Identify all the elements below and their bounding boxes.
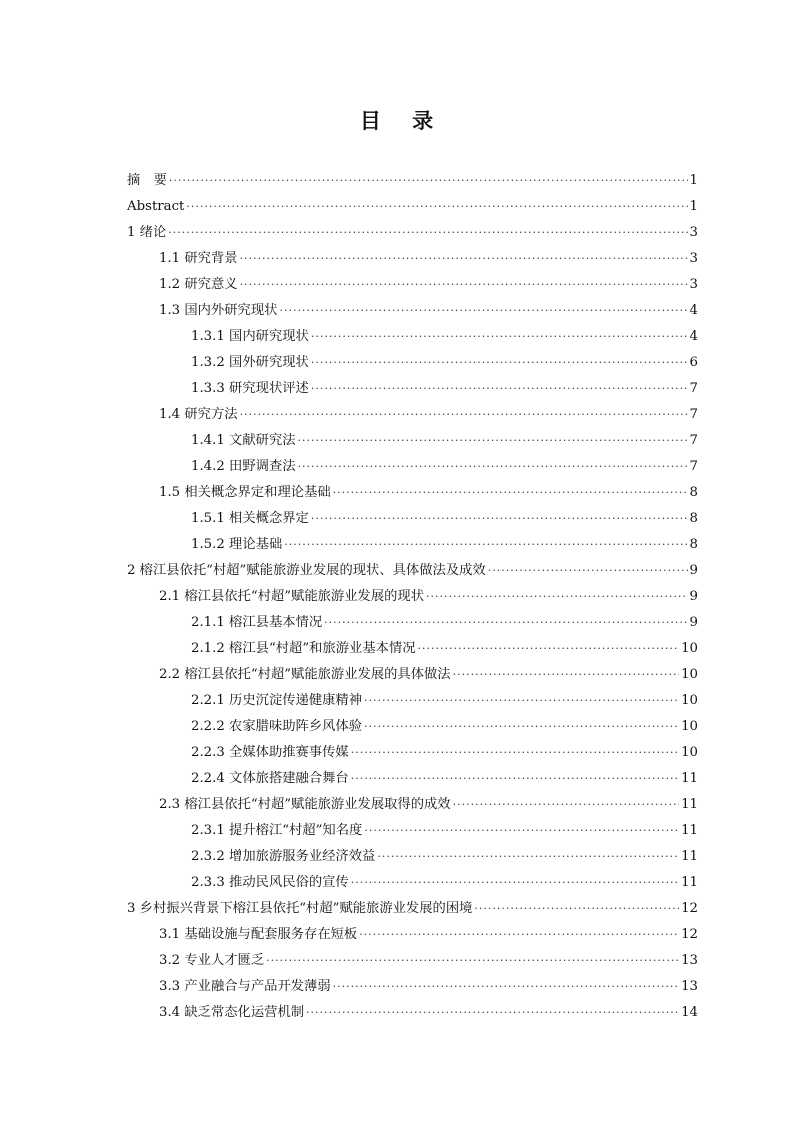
toc-dot-leader [240, 246, 688, 272]
toc-entry-page: 3 [689, 277, 698, 292]
page-title: 目 录 [359, 109, 446, 133]
table-of-contents [127, 168, 698, 1026]
toc-entry-page: 10 [681, 667, 698, 682]
toc-entry-label: 3.2 专业人才匮乏 [159, 953, 265, 968]
toc-entry-label: 2.2.4 文体旅搭建融合舞台 [191, 771, 349, 786]
toc-dot-leader [488, 558, 688, 584]
toc-dot-leader [284, 532, 687, 558]
toc-entry-label: 2.3.3 推动民风民俗的宣传 [191, 875, 349, 890]
toc-entry-page: 4 [689, 303, 698, 318]
toc-entry[interactable] [127, 714, 698, 740]
toc-entry-page: 7 [689, 459, 698, 474]
toc-dot-leader [279, 298, 687, 324]
toc-entry-label: 2.2.3 全媒体助推赛事传媒 [191, 745, 349, 760]
toc-entry[interactable] [127, 220, 698, 246]
toc-entry-label: 1.3.3 研究现状评述 [191, 381, 309, 396]
toc-dot-leader [351, 766, 679, 792]
toc-entry-label: 2.3 榕江县依托“村超”赋能旅游业发展取得的成效 [159, 797, 451, 812]
toc-entry-page: 3 [689, 225, 698, 240]
toc-entry-page: 13 [681, 953, 698, 968]
toc-entry-label: 3.1 基础设施与配套服务存在短板 [159, 927, 358, 942]
toc-entry-page: 9 [689, 563, 698, 578]
toc-entry-label: 2.2.1 历史沉淀传递健康精神 [191, 693, 363, 708]
toc-entry[interactable] [127, 688, 698, 714]
toc-entry-page: 11 [681, 771, 698, 786]
toc-entry-page: 10 [681, 719, 698, 734]
toc-dot-leader [240, 272, 688, 298]
toc-entry-label: 1.4.1 文献研究法 [191, 433, 296, 448]
toc-entry-page: 7 [689, 381, 698, 396]
toc-dot-leader [266, 948, 679, 974]
toc-entry[interactable] [127, 922, 698, 948]
toc-dot-leader [311, 506, 688, 532]
toc-entry-page: 8 [689, 537, 698, 552]
toc-entry[interactable] [127, 506, 698, 532]
toc-entry-label: 2.2.2 农家腊味助阵乡风体验 [191, 719, 363, 734]
toc-entry-page: 1 [689, 199, 698, 214]
toc-dot-leader [169, 168, 688, 194]
toc-entry-label: 1.4 研究方法 [159, 407, 238, 422]
toc-entry[interactable] [127, 766, 698, 792]
toc-entry-page: 1 [689, 173, 698, 188]
toc-dot-leader [377, 844, 679, 870]
toc-dot-leader [298, 454, 688, 480]
toc-entry-label: Abstract [127, 199, 185, 214]
toc-entry[interactable] [127, 636, 698, 662]
toc-entry[interactable] [127, 948, 698, 974]
toc-entry-page: 14 [681, 1005, 698, 1020]
toc-entry[interactable] [127, 454, 698, 480]
toc-dot-leader [311, 376, 688, 402]
toc-entry-label: 2.2 榕江县依托“村超”赋能旅游业发展的具体做法 [159, 667, 451, 682]
toc-entry[interactable] [127, 792, 698, 818]
toc-entry[interactable] [127, 402, 698, 428]
toc-dot-leader [311, 350, 688, 376]
toc-dot-leader [333, 974, 679, 1000]
toc-entry-page: 11 [681, 823, 698, 838]
toc-entry[interactable] [127, 298, 698, 324]
toc-entry[interactable] [127, 844, 698, 870]
toc-entry-label: 1.5 相关概念界定和理论基础 [159, 485, 331, 500]
toc-entry-label: 1.3.1 国内研究现状 [191, 329, 309, 344]
toc-dot-leader [418, 636, 680, 662]
toc-dot-leader [364, 818, 679, 844]
toc-entry[interactable] [127, 532, 698, 558]
toc-entry-page: 4 [689, 329, 698, 344]
toc-entry[interactable] [127, 818, 698, 844]
toc-dot-leader [359, 922, 679, 948]
toc-entry[interactable] [127, 974, 698, 1000]
toc-entry-label: 1.5.2 理论基础 [191, 537, 283, 552]
toc-entry[interactable] [127, 376, 698, 402]
toc-dot-leader [240, 402, 688, 428]
toc-entry-label: 3.4 缺乏常态化运营机制 [159, 1005, 305, 1020]
toc-entry-label: 3 乡村振兴背景下榕江县依托“村超”赋能旅游业发展的困境 [127, 901, 473, 916]
toc-entry-page: 10 [681, 641, 698, 656]
toc-entry[interactable] [127, 194, 698, 220]
toc-entry-page: 7 [689, 407, 698, 422]
toc-entry-page: 6 [689, 355, 698, 370]
toc-dot-leader [311, 324, 688, 350]
toc-dot-leader [324, 610, 687, 636]
toc-entry-page: 8 [689, 485, 698, 500]
toc-entry-page: 12 [681, 901, 698, 916]
toc-entry-label: 1.4.2 田野调查法 [191, 459, 296, 474]
toc-dot-leader [298, 428, 688, 454]
toc-entry[interactable] [127, 610, 698, 636]
toc-entry-label: 2.1.2 榕江县“村超”和旅游业基本情况 [191, 641, 416, 656]
toc-entry[interactable] [127, 584, 698, 610]
toc-entry[interactable] [127, 428, 698, 454]
toc-entry-label: 1.3.2 国外研究现状 [191, 355, 309, 370]
toc-entry[interactable] [127, 662, 698, 688]
toc-entry-label: 2.3.1 提升榕江“村超”知名度 [191, 823, 363, 838]
toc-entry[interactable] [127, 272, 698, 298]
toc-entry-label: 1.2 研究意义 [159, 277, 238, 292]
toc-entry-page: 8 [689, 511, 698, 526]
toc-entry-label: 3.3 产业融合与产品开发薄弱 [159, 979, 331, 994]
toc-dot-leader [453, 792, 679, 818]
toc-dot-leader [474, 896, 679, 922]
toc-entry-page: 10 [681, 745, 698, 760]
toc-entry-page: 11 [681, 797, 698, 812]
toc-entry-label: 2.1 榕江县依托“村超”赋能旅游业发展的现状 [159, 589, 425, 604]
toc-dot-leader [168, 220, 687, 246]
toc-entry-label: 2 榕江县依托“村超”赋能旅游业发展的现状、具体做法及成效 [127, 563, 486, 578]
toc-dot-leader [364, 688, 679, 714]
toc-entry-page: 13 [681, 979, 698, 994]
toc-entry-label: 摘 要 [127, 173, 167, 188]
toc-dot-leader [453, 662, 679, 688]
toc-entry-label: 1 绪论 [127, 225, 167, 240]
toc-entry[interactable] [127, 480, 698, 506]
toc-entry[interactable] [127, 870, 698, 896]
toc-entry-label: 1.3 国内外研究现状 [159, 303, 278, 318]
toc-dot-leader [351, 740, 679, 766]
toc-entry[interactable] [127, 896, 698, 922]
toc-entry-page: 9 [689, 589, 698, 604]
toc-dot-leader [364, 714, 679, 740]
toc-entry[interactable] [127, 324, 698, 350]
toc-dot-leader [426, 584, 688, 610]
toc-dot-leader [306, 1000, 679, 1026]
toc-entry-page: 9 [689, 615, 698, 630]
toc-entry-page: 7 [689, 433, 698, 448]
toc-entry-label: 2.1.1 榕江县基本情况 [191, 615, 323, 630]
toc-entry-page: 10 [681, 693, 698, 708]
toc-dot-leader [351, 870, 679, 896]
toc-entry-page: 3 [689, 251, 698, 266]
toc-dot-leader [333, 480, 688, 506]
toc-entry[interactable] [127, 350, 698, 376]
toc-entry-label: 1.1 研究背景 [159, 251, 238, 266]
toc-entry-label: 1.5.1 相关概念界定 [191, 511, 309, 526]
toc-entry-label: 2.3.2 增加旅游服务业经济效益 [191, 849, 376, 864]
toc-entry[interactable] [127, 1000, 698, 1026]
toc-entry[interactable] [127, 246, 698, 272]
toc-entry[interactable] [127, 558, 698, 584]
toc-entry[interactable] [127, 740, 698, 766]
toc-entry-page: 11 [681, 849, 698, 864]
toc-dot-leader [186, 194, 687, 220]
toc-entry[interactable] [127, 168, 698, 194]
toc-entry-page: 11 [681, 875, 698, 890]
toc-entry-page: 12 [681, 927, 698, 942]
